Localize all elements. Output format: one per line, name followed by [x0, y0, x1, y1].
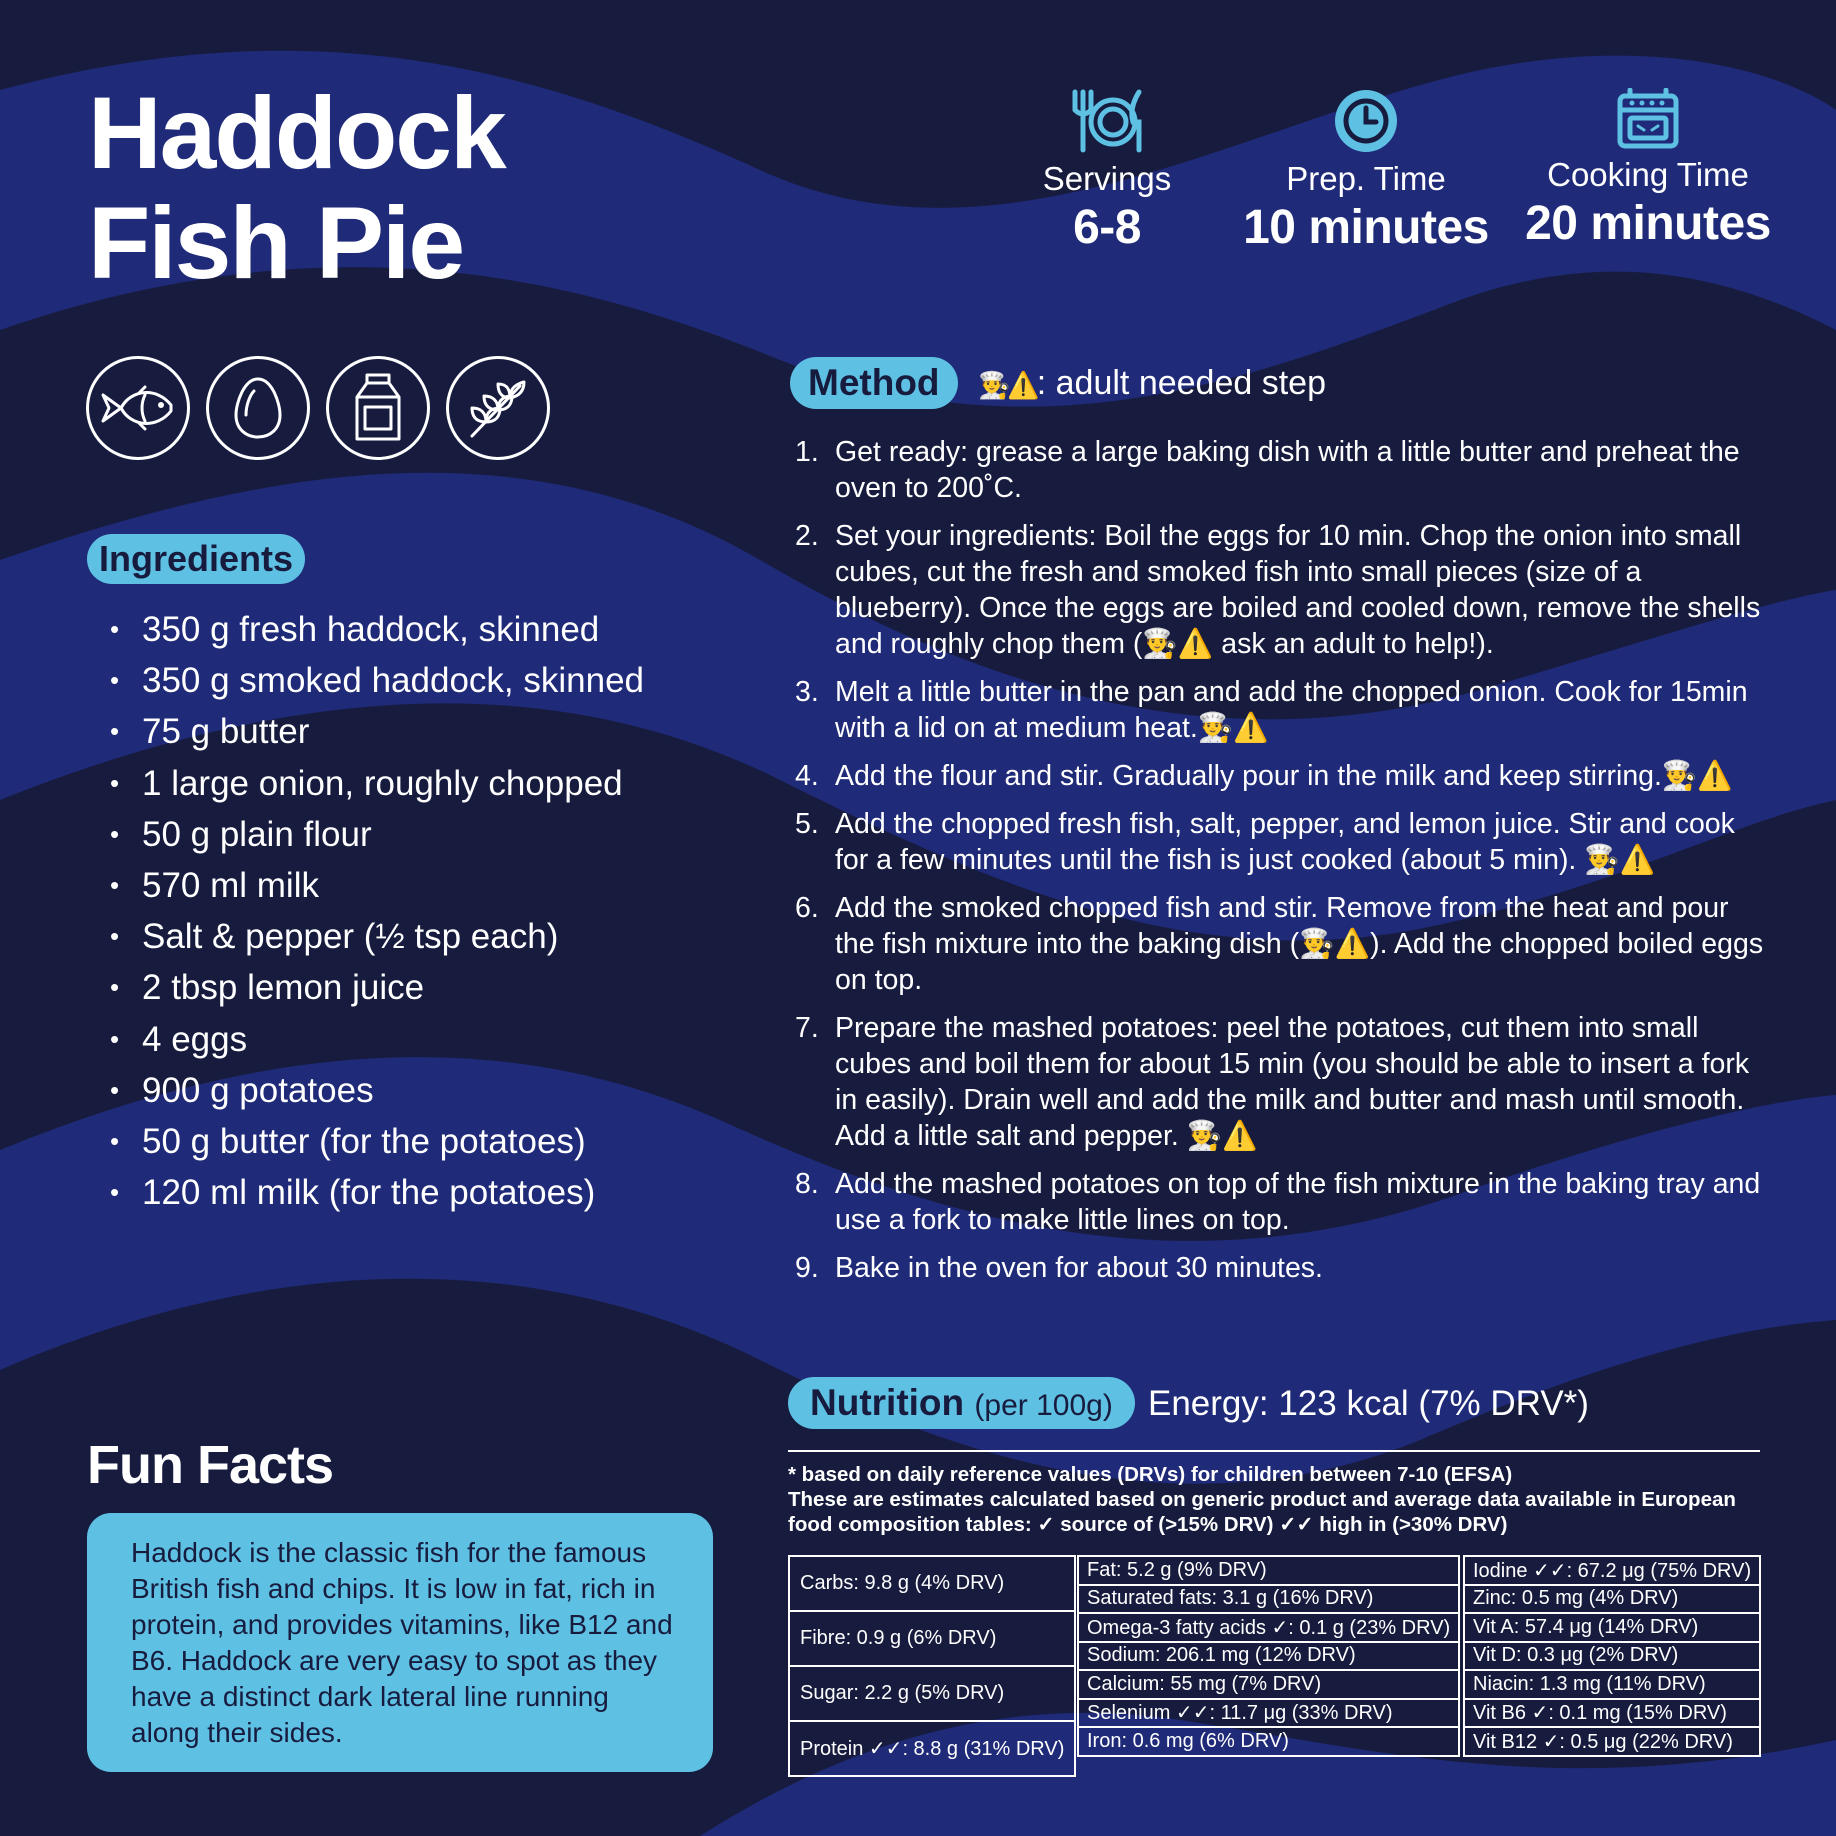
allergen-icons — [86, 356, 550, 460]
ingredient-item: • 350 g fresh haddock, skinned — [110, 604, 644, 655]
nutrition-table-vitamins — [1463, 1555, 1761, 1757]
fun-facts-heading: Fun Facts — [87, 1435, 334, 1495]
nutrition-cell: Fat: 5.2 g (9% DRV) — [1078, 1556, 1459, 1585]
allergen-fish — [86, 356, 190, 460]
fun-facts-text: Haddock is the classic fish for the famous British fish and chips. It is low in fat, rich in protein, and provides vitamins, like B12 and B6. Haddock are very easy to spot as they have a distinct dark lateral line running along their sides. — [131, 1537, 673, 1748]
step-number: 3. — [795, 676, 819, 708]
step-text: Add the flour and stir. Gradually pour in the milk and keep stirring.👨‍🍳⚠️ — [835, 760, 1733, 792]
step-number: 7. — [795, 1012, 819, 1044]
cooking-time-value: 20 minutes — [1525, 197, 1771, 250]
nutrition-cell: Niacin: 1.3 mg (11% DRV) — [1464, 1670, 1760, 1699]
nutrition-cell: Calcium: 55 mg (7% DRV) — [1078, 1670, 1459, 1699]
nutrition-cell: Saturated fats: 3.1 g (16% DRV) — [1078, 1585, 1459, 1614]
estimate-note: These are estimates calculated based on generic product and average data available in European food composition tables: ✓ source of (>15% DRV) ✓✓ high in (>30% DRV) — [788, 1488, 1736, 1536]
prep-time-value: 10 minutes — [1243, 201, 1489, 254]
adult-step-legend — [978, 363, 1326, 405]
fun-facts-box — [87, 1513, 713, 1772]
step-number: 4. — [795, 760, 819, 792]
drv-note: * based on daily reference values (DRVs) for children between 7-10 (EFSA) — [788, 1463, 1513, 1486]
step-text: Melt a little butter in the pan and add the chopped onion. Cook for 15min with a lid on at medium heat.👨‍🍳⚠️ — [835, 676, 1748, 744]
ingredient-item: • 350 g smoked haddock, skinned — [110, 655, 644, 706]
nutrition-cell: Omega-3 fatty acids ✓: 0.1 g (23% DRV) — [1078, 1613, 1459, 1642]
nutrition-table-fats-minerals — [1077, 1555, 1460, 1757]
nutrition-cell: Sugar: 2.2 g (5% DRV) — [789, 1666, 1075, 1721]
ingredient-item: • 2 tbsp lemon juice — [110, 962, 644, 1013]
step-text: Prepare the mashed potatoes: peel the potatoes, cut them into small cubes and boil them for about 15 min (you should be able to insert a fork in easily). Drain well and add the milk and butter and mash until smooth. Add a little salt and pepper. 👨‍🍳⚠️ — [835, 1012, 1750, 1152]
nutrition-cell: Fibre: 0.9 g (6% DRV) — [789, 1611, 1075, 1666]
ingredient-item: • Salt & pepper (½ tsp each) — [110, 911, 644, 962]
step-number: 8. — [795, 1168, 819, 1200]
method-step — [795, 674, 1765, 746]
allergen-gluten — [446, 356, 550, 460]
divider — [788, 1450, 1760, 1452]
title-line-2: Fish Pie — [88, 186, 464, 300]
servings-value: 6-8 — [1073, 201, 1141, 254]
ingredient-item: • 1 large onion, roughly chopped — [110, 758, 644, 809]
title-line-1: Haddock — [88, 76, 505, 190]
ingredient-item: • 4 eggs — [110, 1014, 644, 1065]
method-steps — [795, 434, 1765, 1298]
ingredient-item: • 120 ml milk (for the potatoes) — [110, 1167, 644, 1218]
page-title — [88, 78, 505, 298]
step-number: 9. — [795, 1252, 819, 1284]
nutrition-per: (per 100g) — [974, 1389, 1113, 1422]
method-step — [795, 890, 1765, 998]
step-number: 6. — [795, 892, 819, 924]
method-step — [795, 1010, 1765, 1154]
method-step — [795, 758, 1765, 794]
legend-text: : adult needed step — [1036, 364, 1326, 402]
ingredient-item: • 570 ml milk — [110, 860, 644, 911]
ingredient-item: • 75 g butter — [110, 706, 644, 757]
nutrition-notes — [788, 1462, 1768, 1537]
step-text: Add the chopped fresh fish, salt, pepper, and lemon juice. Stir and cook for a few minutes until the fish is just cooked (about 5 min). 👨‍🍳⚠️ — [835, 808, 1735, 876]
prep-time-label: Prep. Time — [1286, 160, 1446, 197]
servings-stat — [972, 88, 1242, 255]
fish-icon — [99, 383, 177, 433]
cooking-time-stat — [1513, 88, 1783, 251]
step-text: Add the mashed potatoes on top of the fish mixture in the baking tray and use a fork to make little lines on top. — [835, 1168, 1761, 1236]
cooking-time-label: Cooking Time — [1547, 156, 1749, 193]
method-step — [795, 1250, 1765, 1286]
ingredients-list — [110, 604, 644, 1218]
oven-icon — [1616, 88, 1680, 150]
nutrition-cell: Vit B12 ✓: 0.5 μg (22% DRV) — [1464, 1727, 1760, 1756]
nutrition-table-macros — [788, 1555, 1076, 1777]
method-step — [795, 1166, 1765, 1238]
step-text: Add the smoked chopped fish and stir. Remove from the heat and pour the fish mixture into the baking dish (👨‍🍳⚠️). Add the chopped boiled eggs on top. — [835, 892, 1764, 996]
method-step — [795, 806, 1765, 878]
nutrition-cell: Iodine ✓✓: 67.2 μg (75% DRV) — [1464, 1556, 1760, 1585]
nutrition-cell: Vit B6 ✓: 0.1 mg (15% DRV) — [1464, 1699, 1760, 1728]
step-number: 2. — [795, 520, 819, 552]
nutrition-cell: Vit D: 0.3 μg (2% DRV) — [1464, 1642, 1760, 1671]
method-step — [795, 434, 1765, 506]
nutrition-cell: Vit A: 57.4 μg (14% DRV) — [1464, 1613, 1760, 1642]
nutrition-heading — [788, 1377, 1135, 1429]
nutrition-cell: Zinc: 0.5 mg (4% DRV) — [1464, 1585, 1760, 1614]
chef-warning-icon: 👨‍🍳⚠️ — [978, 370, 1037, 400]
nutrition-cell: Protein ✓✓: 8.8 g (31% DRV) — [789, 1721, 1075, 1776]
energy-value: Energy: 123 kcal (7% DRV*) — [1148, 1384, 1589, 1423]
ingredient-item: • 50 g plain flour — [110, 809, 644, 860]
nutrition-cell: Sodium: 206.1 mg (12% DRV) — [1078, 1642, 1459, 1671]
milk-carton-icon — [353, 373, 403, 443]
nutrition-title: Nutrition — [810, 1382, 965, 1423]
ingredients-heading: Ingredients — [87, 534, 305, 584]
allergen-egg — [206, 356, 310, 460]
ingredient-item: • 900 g potatoes — [110, 1065, 644, 1116]
prep-time-stat — [1231, 88, 1501, 255]
servings-label: Servings — [1042, 160, 1172, 197]
step-text: Bake in the oven for about 30 minutes. — [835, 1252, 1323, 1284]
allergen-milk — [326, 356, 430, 460]
nutrition-cell: Iron: 0.6 mg (6% DRV) — [1078, 1727, 1459, 1756]
step-text: Get ready: grease a large baking dish with a little butter and preheat the oven to 200˚C. — [835, 436, 1740, 504]
step-number: 1. — [795, 436, 819, 468]
clock-icon — [1333, 88, 1399, 154]
method-step — [795, 518, 1765, 662]
nutrition-cell: Selenium ✓✓: 11.7 μg (33% DRV) — [1078, 1699, 1459, 1728]
ingredient-item: • 50 g butter (for the potatoes) — [110, 1116, 644, 1167]
wheat-icon — [466, 376, 530, 440]
method-heading: Method — [790, 357, 958, 409]
step-text: Set your ingredients: Boil the eggs for 10 min. Chop the onion into small cubes, cut the fresh and smoked fish into small pieces (size of a blueberry). Once the eggs are boiled and cooled down, remove the shells and roughly chop them (👨‍🍳⚠️ ask an adult to help!). — [835, 520, 1761, 660]
egg-icon — [232, 375, 284, 441]
plate-cutlery-icon — [1069, 88, 1145, 154]
nutrition-cell: Carbs: 9.8 g (4% DRV) — [789, 1556, 1075, 1611]
step-number: 5. — [795, 808, 819, 840]
